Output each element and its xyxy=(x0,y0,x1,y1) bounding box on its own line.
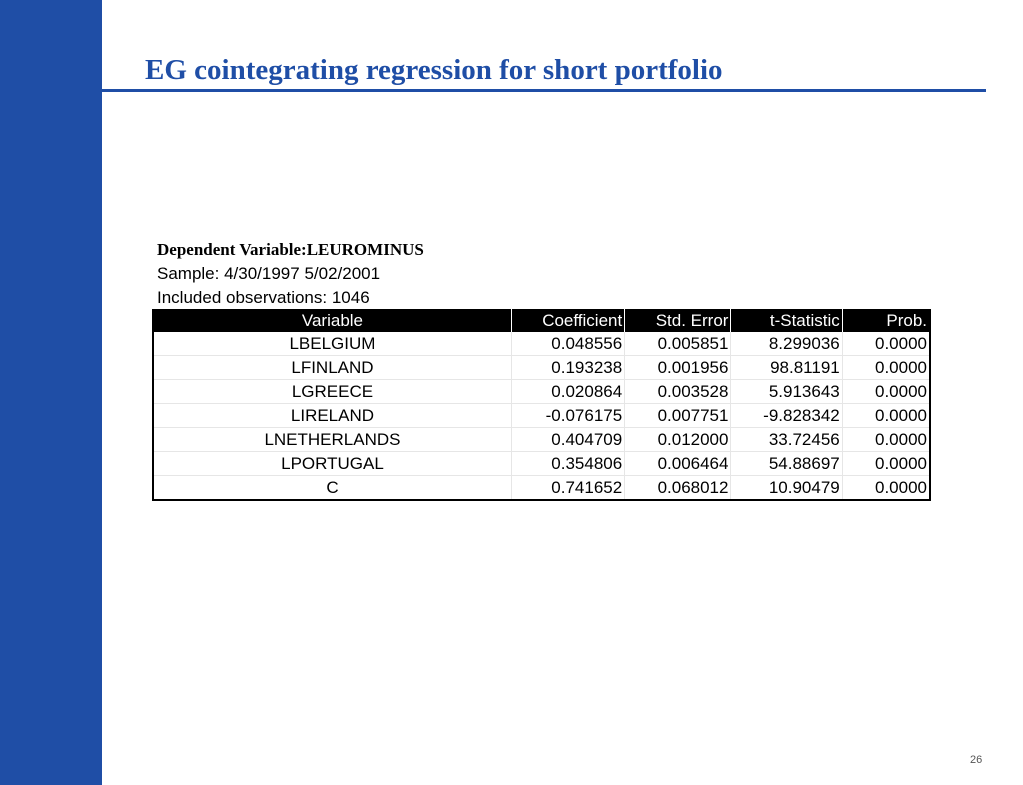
cell-prob: 0.0000 xyxy=(842,356,930,380)
cell-t-statistic: 8.299036 xyxy=(731,332,842,356)
header-variable: Variable xyxy=(153,309,511,332)
header-prob: Prob. xyxy=(842,309,930,332)
cell-t-statistic: 33.72456 xyxy=(731,428,842,452)
header-t-statistic: t-Statistic xyxy=(731,309,842,332)
cell-variable: LPORTUGAL xyxy=(153,452,511,476)
regression-table xyxy=(152,309,931,501)
cell-variable: LIRELAND xyxy=(153,404,511,428)
cell-std-error: 0.006464 xyxy=(625,452,731,476)
table-row xyxy=(153,452,930,476)
page-number: 26 xyxy=(970,754,983,766)
sample-label: Sample: 4/30/1997 5/02/2001 xyxy=(157,264,381,283)
title-underline xyxy=(102,89,986,92)
header-std-error: Std. Error xyxy=(625,309,731,332)
cell-std-error: 0.005851 xyxy=(625,332,731,356)
header-coefficient: Coefficient xyxy=(511,309,624,332)
cell-prob: 0.0000 xyxy=(842,452,930,476)
cell-coefficient: 0.404709 xyxy=(511,428,624,452)
cell-t-statistic: 10.90479 xyxy=(731,476,842,501)
cell-variable: LBELGIUM xyxy=(289,334,376,353)
regression-header xyxy=(157,239,424,310)
cell-t-statistic: -9.828342 xyxy=(731,404,842,428)
table-row xyxy=(153,332,930,356)
table-row xyxy=(153,356,930,380)
cell-prob: 0.0000 xyxy=(842,332,930,356)
cell-std-error: 0.068012 xyxy=(625,476,731,501)
observations-label: Included observations: 1046 xyxy=(157,288,370,307)
cell-std-error: 0.003528 xyxy=(625,380,731,404)
title-underline-left xyxy=(34,89,102,92)
cell-variable: LNETHERLANDS xyxy=(153,428,511,452)
table-header-row xyxy=(153,309,930,332)
cell-prob: 0.0000 xyxy=(842,380,930,404)
cell-coefficient: 0.193238 xyxy=(511,356,624,380)
cell-coefficient: 0.020864 xyxy=(511,380,624,404)
cell-prob: 0.0000 xyxy=(842,476,930,501)
cell-t-statistic: 5.913643 xyxy=(731,380,842,404)
cell-t-statistic: 54.88697 xyxy=(731,452,842,476)
cell-std-error: 0.001956 xyxy=(625,356,731,380)
cell-std-error: 0.007751 xyxy=(625,404,731,428)
cell-variable: C xyxy=(153,476,511,501)
cell-std-error: 0.012000 xyxy=(625,428,731,452)
cell-coefficient: -0.076175 xyxy=(511,404,624,428)
table-row xyxy=(153,380,930,404)
cell-coefficient: 0.048556 xyxy=(511,332,624,356)
slide-title: EG cointegrating regression for short portfolio xyxy=(145,54,723,86)
table-row xyxy=(153,476,930,501)
sidebar-accent-bar xyxy=(0,0,102,785)
cell-variable: LGREECE xyxy=(153,380,511,404)
cell-variable: LFINLAND xyxy=(153,356,511,380)
cell-t-statistic: 98.81191 xyxy=(731,356,842,380)
table-row xyxy=(153,428,930,452)
table-row xyxy=(153,404,930,428)
cell-prob: 0.0000 xyxy=(842,428,930,452)
dependent-variable-label: Dependent Variable:LEUROMINUS xyxy=(157,240,424,259)
cell-prob: 0.0000 xyxy=(842,404,930,428)
cell-coefficient: 0.354806 xyxy=(511,452,624,476)
cell-coefficient: 0.741652 xyxy=(511,476,624,501)
